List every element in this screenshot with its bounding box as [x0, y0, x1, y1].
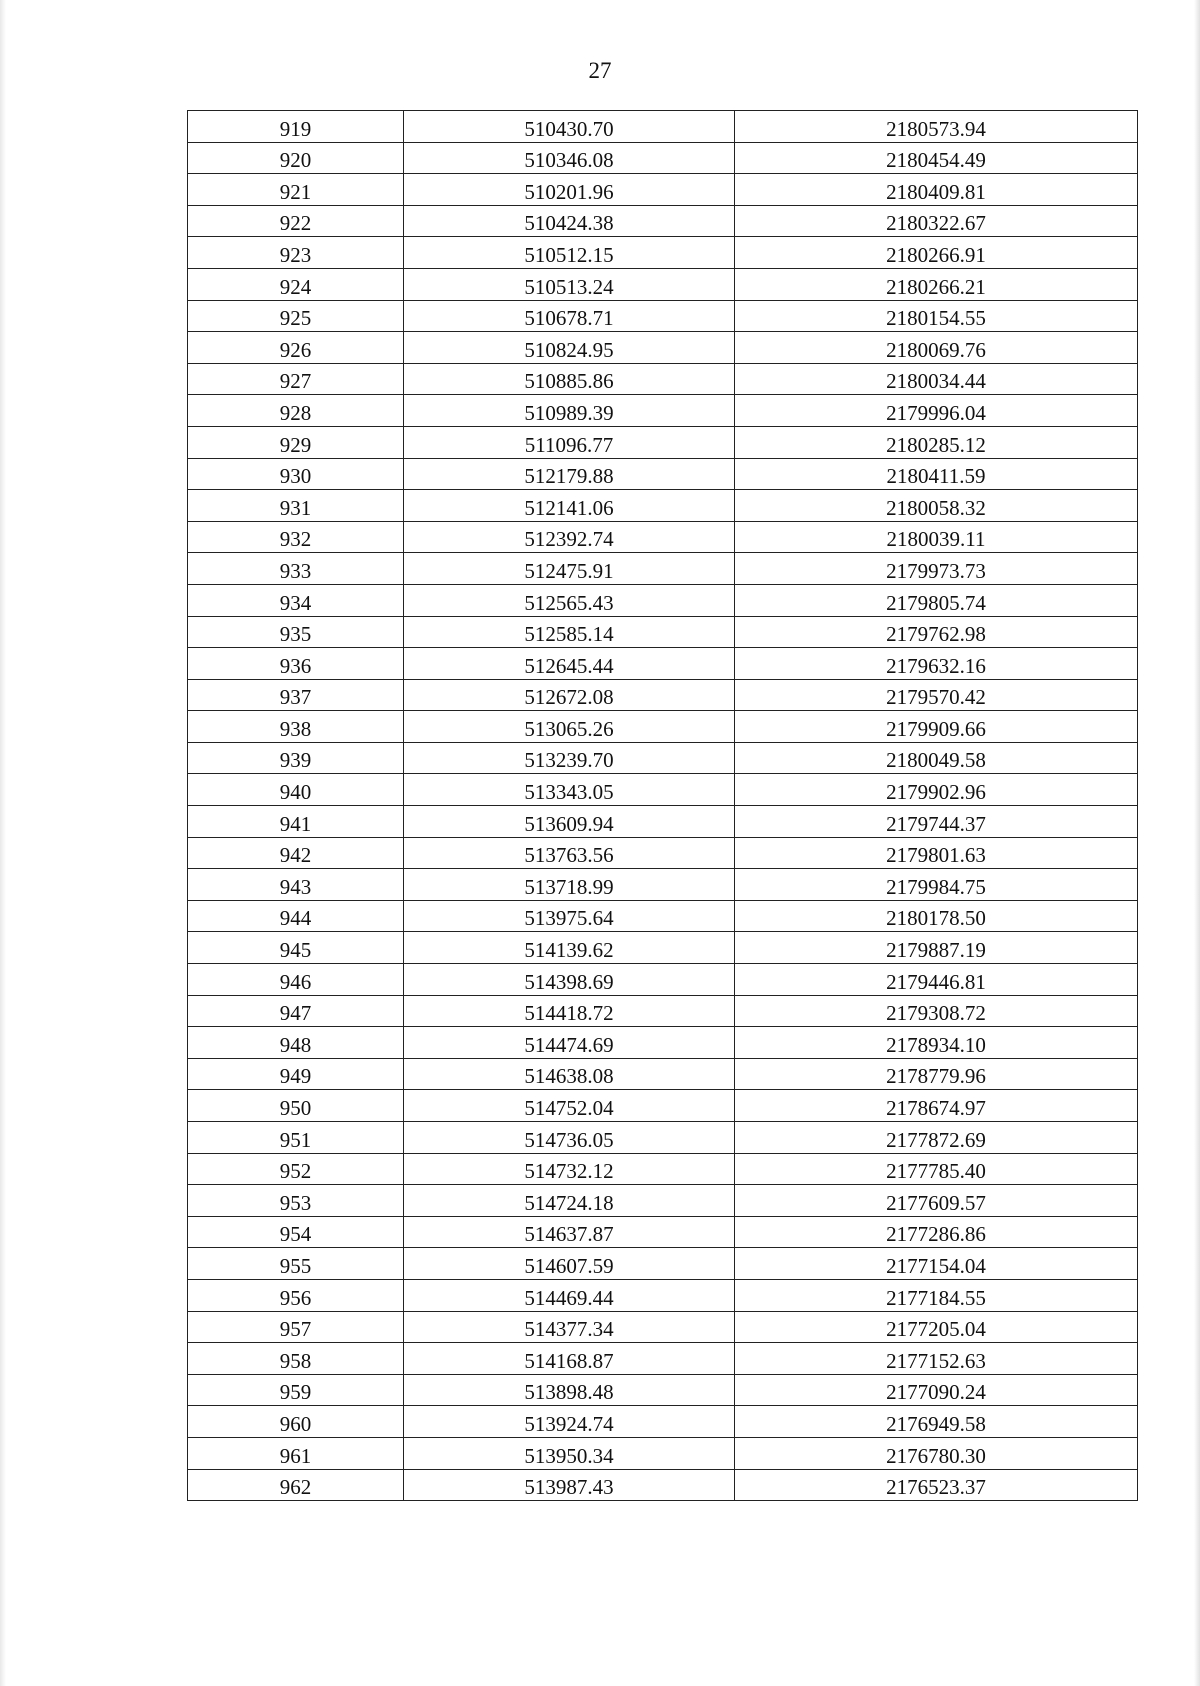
point-number-cell: 946 — [188, 964, 404, 996]
y-coordinate-cell: 2179996.04 — [735, 395, 1138, 427]
point-number-cell: 949 — [188, 1058, 404, 1090]
table-row — [188, 458, 1138, 490]
x-coordinate-cell: 512585.14 — [404, 616, 735, 648]
table-row — [188, 584, 1138, 616]
point-number-cell: 938 — [188, 711, 404, 743]
point-number-cell: 955 — [188, 1248, 404, 1280]
x-coordinate-cell: 512141.06 — [404, 490, 735, 522]
point-number-cell: 957 — [188, 1311, 404, 1343]
y-coordinate-cell: 2176523.37 — [735, 1469, 1138, 1501]
y-coordinate-cell: 2179973.73 — [735, 553, 1138, 585]
x-coordinate-cell: 514418.72 — [404, 995, 735, 1027]
table-row — [188, 553, 1138, 585]
x-coordinate-cell: 513763.56 — [404, 837, 735, 869]
x-coordinate-cell: 510678.71 — [404, 300, 735, 332]
coordinate-table-body — [188, 111, 1138, 1501]
x-coordinate-cell: 513924.74 — [404, 1406, 735, 1438]
y-coordinate-cell: 2180049.58 — [735, 742, 1138, 774]
table-row — [188, 1027, 1138, 1059]
point-number-cell: 960 — [188, 1406, 404, 1438]
x-coordinate-cell: 510513.24 — [404, 268, 735, 300]
point-number-cell: 925 — [188, 300, 404, 332]
x-coordinate-cell: 513987.43 — [404, 1469, 735, 1501]
point-number-cell: 952 — [188, 1153, 404, 1185]
point-number-cell: 931 — [188, 490, 404, 522]
table-row — [188, 1248, 1138, 1280]
y-coordinate-cell: 2180178.50 — [735, 900, 1138, 932]
x-coordinate-cell: 511096.77 — [404, 426, 735, 458]
table-row — [188, 1153, 1138, 1185]
y-coordinate-cell: 2180154.55 — [735, 300, 1138, 332]
y-coordinate-cell: 2179570.42 — [735, 679, 1138, 711]
x-coordinate-cell: 514377.34 — [404, 1311, 735, 1343]
point-number-cell: 926 — [188, 332, 404, 364]
x-coordinate-cell: 510424.38 — [404, 205, 735, 237]
table-row — [188, 995, 1138, 1027]
y-coordinate-cell: 2179801.63 — [735, 837, 1138, 869]
point-number-cell: 932 — [188, 521, 404, 553]
table-row — [188, 1311, 1138, 1343]
table-row — [188, 237, 1138, 269]
table-row — [188, 900, 1138, 932]
y-coordinate-cell: 2179887.19 — [735, 932, 1138, 964]
y-coordinate-cell: 2179446.81 — [735, 964, 1138, 996]
x-coordinate-cell: 514724.18 — [404, 1185, 735, 1217]
x-coordinate-cell: 513975.64 — [404, 900, 735, 932]
point-number-cell: 956 — [188, 1279, 404, 1311]
point-number-cell: 927 — [188, 363, 404, 395]
y-coordinate-cell: 2180266.91 — [735, 237, 1138, 269]
point-number-cell: 935 — [188, 616, 404, 648]
table-row — [188, 1437, 1138, 1469]
table-row — [188, 300, 1138, 332]
point-number-cell: 922 — [188, 205, 404, 237]
x-coordinate-cell: 512565.43 — [404, 584, 735, 616]
x-coordinate-cell: 513950.34 — [404, 1437, 735, 1469]
point-number-cell: 948 — [188, 1027, 404, 1059]
point-number-cell: 950 — [188, 1090, 404, 1122]
point-number-cell: 937 — [188, 679, 404, 711]
point-number-cell: 943 — [188, 869, 404, 901]
table-row — [188, 1374, 1138, 1406]
point-number-cell: 954 — [188, 1216, 404, 1248]
x-coordinate-cell: 510346.08 — [404, 142, 735, 174]
point-number-cell: 920 — [188, 142, 404, 174]
y-coordinate-cell: 2176780.30 — [735, 1437, 1138, 1469]
point-number-cell: 923 — [188, 237, 404, 269]
y-coordinate-cell: 2177152.63 — [735, 1343, 1138, 1375]
table-row — [188, 1122, 1138, 1154]
x-coordinate-cell: 513718.99 — [404, 869, 735, 901]
point-number-cell: 919 — [188, 111, 404, 143]
point-number-cell: 924 — [188, 268, 404, 300]
table-row — [188, 268, 1138, 300]
y-coordinate-cell: 2177184.55 — [735, 1279, 1138, 1311]
table-row — [188, 806, 1138, 838]
coordinate-table — [187, 110, 1138, 1501]
table-row — [188, 363, 1138, 395]
y-coordinate-cell: 2177090.24 — [735, 1374, 1138, 1406]
x-coordinate-cell: 512672.08 — [404, 679, 735, 711]
point-number-cell: 951 — [188, 1122, 404, 1154]
x-coordinate-cell: 514637.87 — [404, 1216, 735, 1248]
y-coordinate-cell: 2179744.37 — [735, 806, 1138, 838]
y-coordinate-cell: 2179308.72 — [735, 995, 1138, 1027]
y-coordinate-cell: 2177205.04 — [735, 1311, 1138, 1343]
table-row — [188, 521, 1138, 553]
x-coordinate-cell: 513343.05 — [404, 774, 735, 806]
point-number-cell: 944 — [188, 900, 404, 932]
table-row — [188, 964, 1138, 996]
table-row — [188, 1469, 1138, 1501]
y-coordinate-cell: 2178674.97 — [735, 1090, 1138, 1122]
x-coordinate-cell: 512645.44 — [404, 648, 735, 680]
table-row — [188, 616, 1138, 648]
point-number-cell: 958 — [188, 1343, 404, 1375]
y-coordinate-cell: 2180034.44 — [735, 363, 1138, 395]
table-row — [188, 174, 1138, 206]
x-coordinate-cell: 514752.04 — [404, 1090, 735, 1122]
y-coordinate-cell: 2179902.96 — [735, 774, 1138, 806]
y-coordinate-cell: 2180069.76 — [735, 332, 1138, 364]
y-coordinate-cell: 2178934.10 — [735, 1027, 1138, 1059]
point-number-cell: 929 — [188, 426, 404, 458]
point-number-cell: 934 — [188, 584, 404, 616]
x-coordinate-cell: 512475.91 — [404, 553, 735, 585]
page-number: 27 — [588, 58, 612, 83]
table-row — [188, 742, 1138, 774]
y-coordinate-cell: 2180322.67 — [735, 205, 1138, 237]
x-coordinate-cell: 514168.87 — [404, 1343, 735, 1375]
y-coordinate-cell: 2180454.49 — [735, 142, 1138, 174]
scan-edge-right — [1194, 0, 1200, 1686]
y-coordinate-cell: 2179909.66 — [735, 711, 1138, 743]
y-coordinate-cell: 2180058.32 — [735, 490, 1138, 522]
x-coordinate-cell: 510512.15 — [404, 237, 735, 269]
table-row — [188, 111, 1138, 143]
x-coordinate-cell: 513065.26 — [404, 711, 735, 743]
point-number-cell: 933 — [188, 553, 404, 585]
y-coordinate-cell: 2180039.11 — [735, 521, 1138, 553]
x-coordinate-cell: 514736.05 — [404, 1122, 735, 1154]
table-row — [188, 774, 1138, 806]
table-row — [188, 205, 1138, 237]
x-coordinate-cell: 512179.88 — [404, 458, 735, 490]
y-coordinate-cell: 2180266.21 — [735, 268, 1138, 300]
table-row — [188, 1343, 1138, 1375]
x-coordinate-cell: 510201.96 — [404, 174, 735, 206]
y-coordinate-cell: 2179762.98 — [735, 616, 1138, 648]
x-coordinate-cell: 514474.69 — [404, 1027, 735, 1059]
y-coordinate-cell: 2176949.58 — [735, 1406, 1138, 1438]
table-row — [188, 395, 1138, 427]
table-row — [188, 1216, 1138, 1248]
x-coordinate-cell: 510885.86 — [404, 363, 735, 395]
table-row — [188, 1406, 1138, 1438]
table-row — [188, 837, 1138, 869]
x-coordinate-cell: 514139.62 — [404, 932, 735, 964]
point-number-cell: 962 — [188, 1469, 404, 1501]
point-number-cell: 936 — [188, 648, 404, 680]
point-number-cell: 945 — [188, 932, 404, 964]
x-coordinate-cell: 510824.95 — [404, 332, 735, 364]
point-number-cell: 953 — [188, 1185, 404, 1217]
x-coordinate-cell: 510989.39 — [404, 395, 735, 427]
y-coordinate-cell: 2179805.74 — [735, 584, 1138, 616]
point-number-cell: 939 — [188, 742, 404, 774]
y-coordinate-cell: 2177154.04 — [735, 1248, 1138, 1280]
table-row — [188, 1090, 1138, 1122]
x-coordinate-cell: 513239.70 — [404, 742, 735, 774]
point-number-cell: 947 — [188, 995, 404, 1027]
scan-edge-left — [0, 0, 6, 1686]
table-row — [188, 711, 1138, 743]
table-row — [188, 142, 1138, 174]
point-number-cell: 941 — [188, 806, 404, 838]
x-coordinate-cell: 514732.12 — [404, 1153, 735, 1185]
y-coordinate-cell: 2180409.81 — [735, 174, 1138, 206]
point-number-cell: 961 — [188, 1437, 404, 1469]
y-coordinate-cell: 2178779.96 — [735, 1058, 1138, 1090]
x-coordinate-cell: 513609.94 — [404, 806, 735, 838]
y-coordinate-cell: 2180285.12 — [735, 426, 1138, 458]
point-number-cell: 942 — [188, 837, 404, 869]
table-row — [188, 1279, 1138, 1311]
y-coordinate-cell: 2179632.16 — [735, 648, 1138, 680]
table-row — [188, 332, 1138, 364]
table-row — [188, 679, 1138, 711]
x-coordinate-cell: 514607.59 — [404, 1248, 735, 1280]
y-coordinate-cell: 2177609.57 — [735, 1185, 1138, 1217]
y-coordinate-cell: 2179984.75 — [735, 869, 1138, 901]
x-coordinate-cell: 513898.48 — [404, 1374, 735, 1406]
table-row — [188, 648, 1138, 680]
y-coordinate-cell: 2180411.59 — [735, 458, 1138, 490]
y-coordinate-cell: 2180573.94 — [735, 111, 1138, 143]
y-coordinate-cell: 2177785.40 — [735, 1153, 1138, 1185]
x-coordinate-cell: 514469.44 — [404, 1279, 735, 1311]
y-coordinate-cell: 2177872.69 — [735, 1122, 1138, 1154]
point-number-cell: 940 — [188, 774, 404, 806]
table-row — [188, 869, 1138, 901]
point-number-cell: 921 — [188, 174, 404, 206]
x-coordinate-cell: 514638.08 — [404, 1058, 735, 1090]
table-row — [188, 1185, 1138, 1217]
table-row — [188, 490, 1138, 522]
x-coordinate-cell: 514398.69 — [404, 964, 735, 996]
table-row — [188, 1058, 1138, 1090]
table-row — [188, 932, 1138, 964]
point-number-cell: 928 — [188, 395, 404, 427]
y-coordinate-cell: 2177286.86 — [735, 1216, 1138, 1248]
table-row — [188, 426, 1138, 458]
point-number-cell: 930 — [188, 458, 404, 490]
point-number-cell: 959 — [188, 1374, 404, 1406]
x-coordinate-cell: 510430.70 — [404, 111, 735, 143]
x-coordinate-cell: 512392.74 — [404, 521, 735, 553]
